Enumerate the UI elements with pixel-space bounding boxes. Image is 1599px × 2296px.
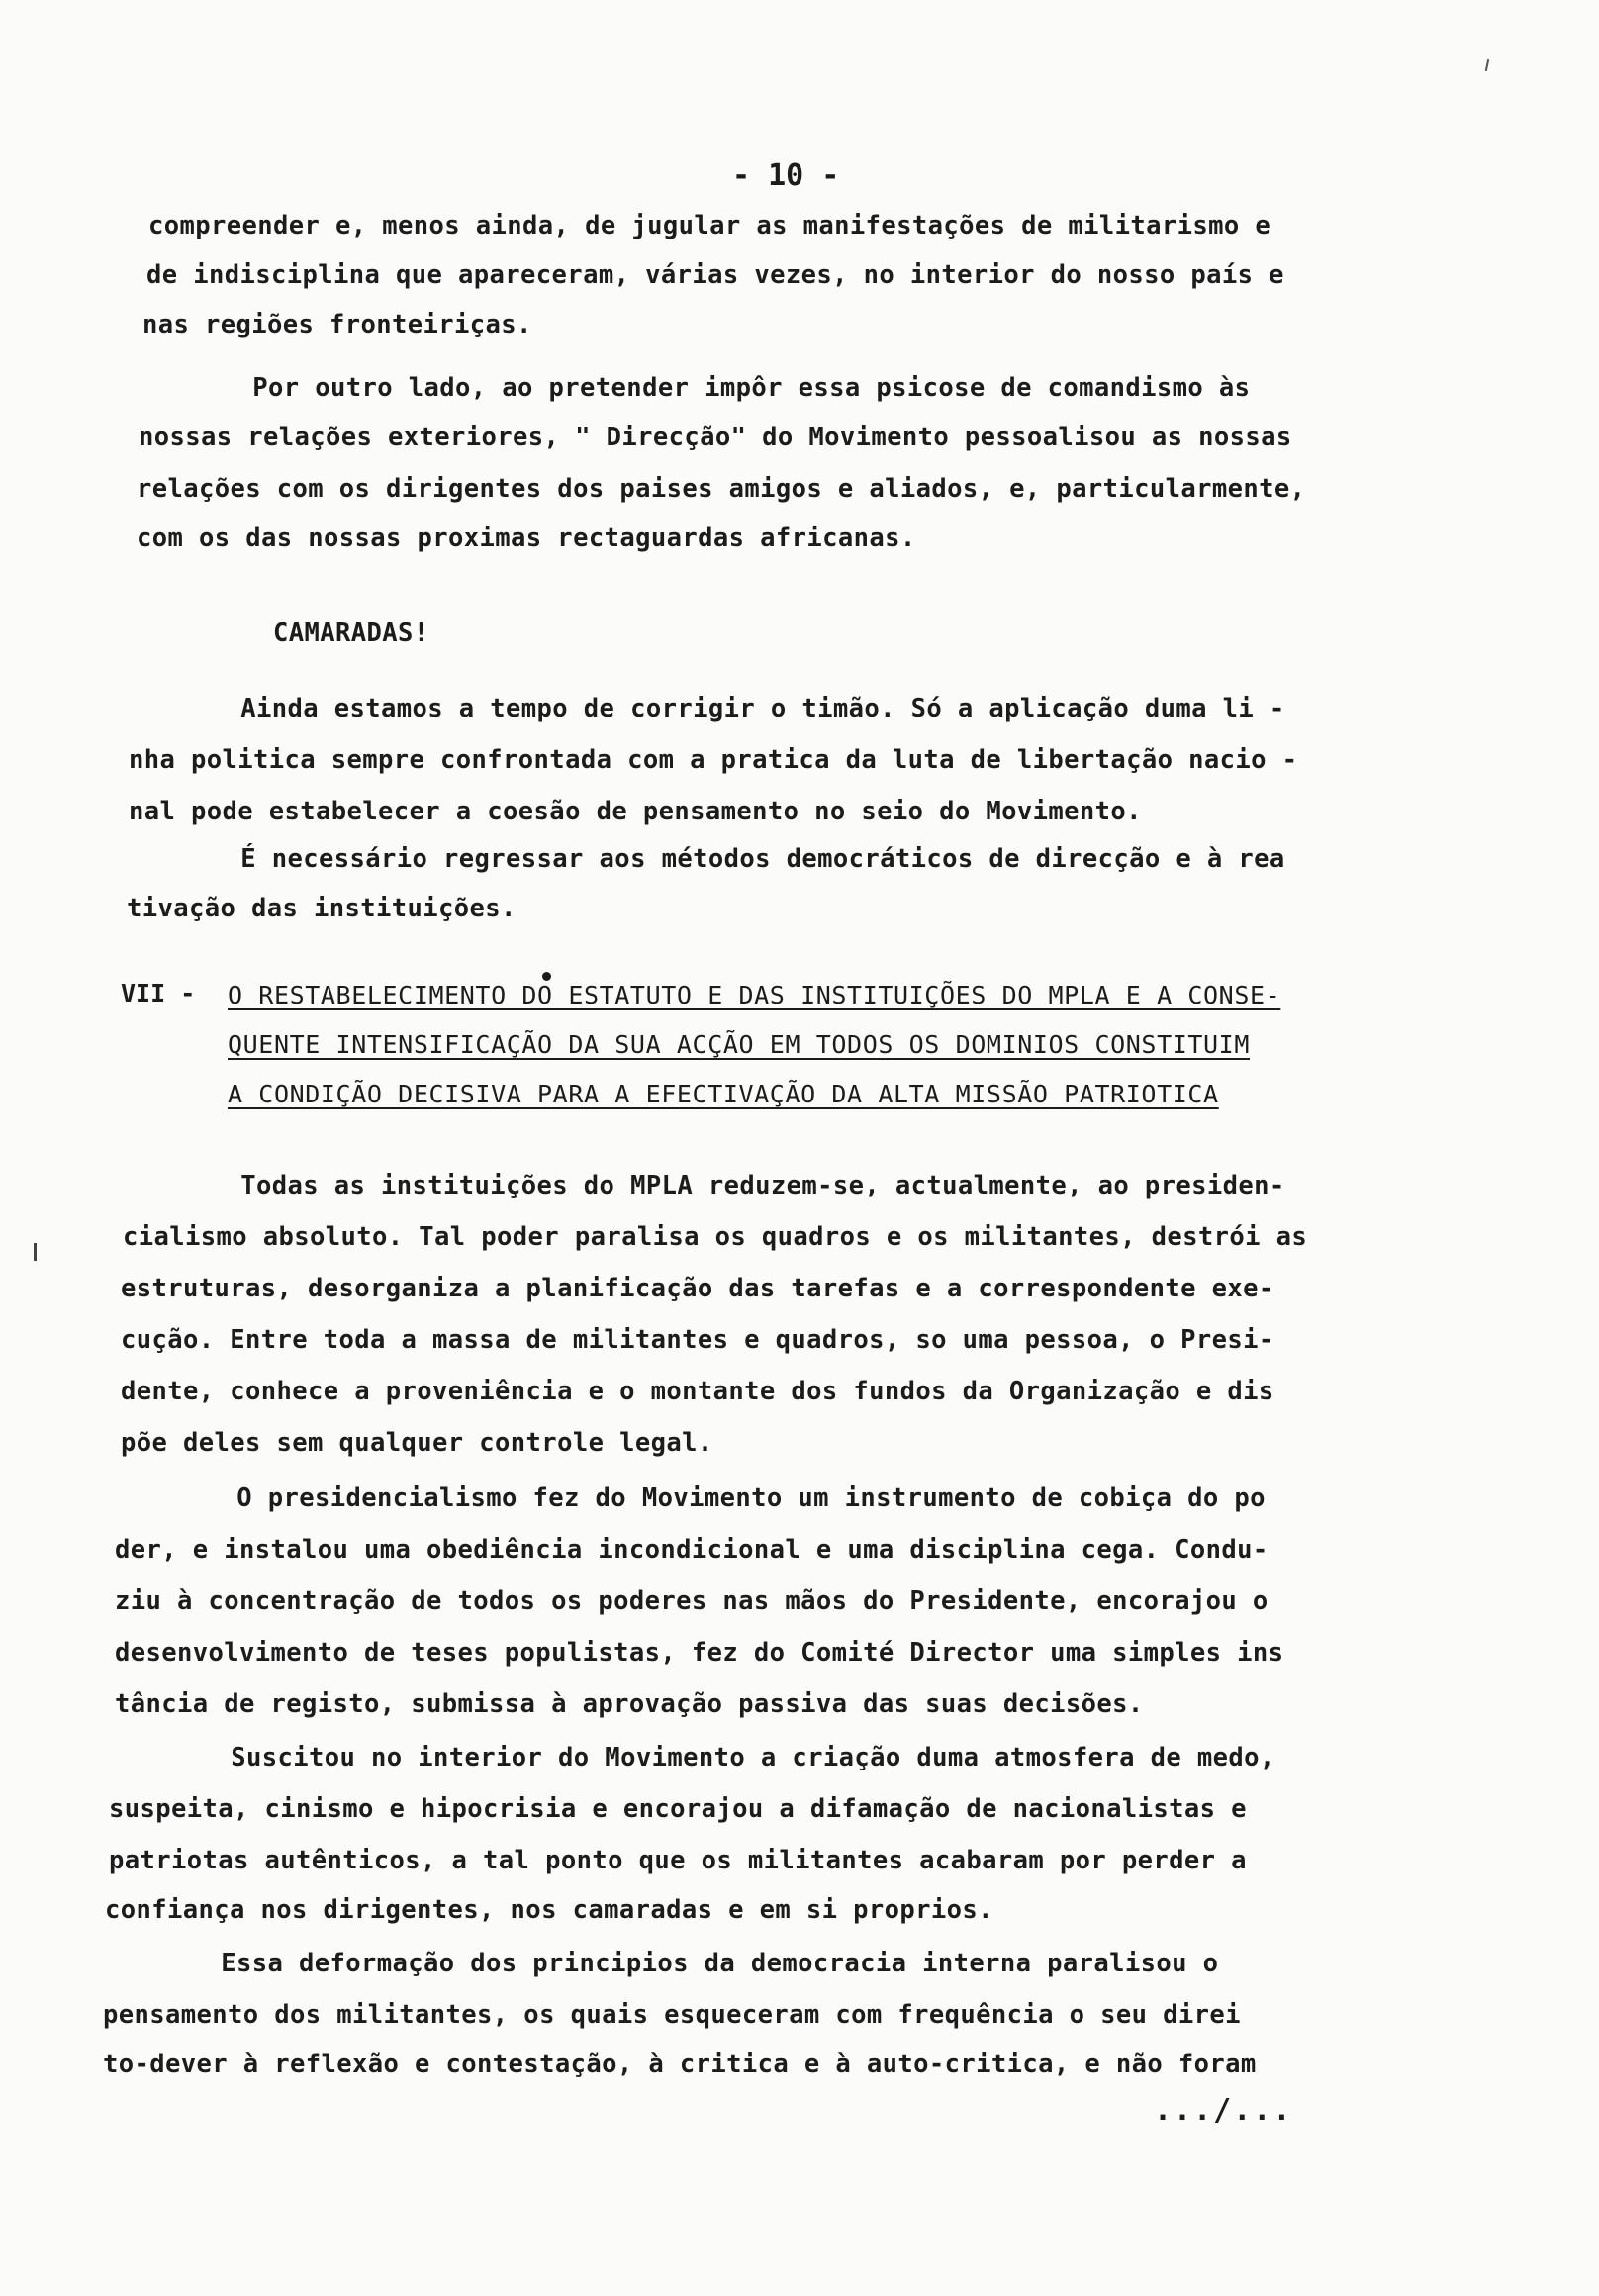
- text-line: Ainda estamos a tempo de corrigir o timão. Só a aplicação duma li -: [194, 694, 1285, 723]
- text-line: tância de registo, submissa à aprovação passiva das suas decisões.: [115, 1689, 1144, 1719]
- margin-mark: [34, 1243, 37, 1261]
- text-line: patriotas autênticos, a tal ponto que os militantes acabaram por perder a: [109, 1846, 1247, 1875]
- page-number: - 10 -: [732, 158, 840, 193]
- text-line: tivação das instituições.: [127, 894, 517, 923]
- text-line: nha politica sempre confrontada com a pratica da luta de libertação nacio -: [129, 745, 1298, 775]
- text-line: cução. Entre toda a massa de militantes e quadros, so uma pessoa, o Presi-: [121, 1325, 1274, 1355]
- text-line: nossas relações exteriores, " Direcção" do Movimento pessoalisou as nossas: [139, 423, 1292, 452]
- section-heading-line: O RESTABELECIMENTO DO ESTATUTO E DAS INSTITUIÇÕES DO MPLA E A CONSE-: [228, 981, 1281, 1009]
- stray-mark: [1485, 59, 1489, 71]
- text-line: ziu à concentração de todos os poderes nas mãos do Presidente, encorajou o: [115, 1586, 1269, 1616]
- text-line: confiança nos dirigentes, nos camaradas e em si proprios.: [105, 1895, 993, 1925]
- text-line: Essa deformação dos principios da democracia interna paralisou o: [174, 1949, 1219, 1978]
- section-heading-line: QUENTE INTENSIFICAÇÃO DA SUA ACÇÃO EM TODOS OS DOMINIOS CONSTITUIM: [228, 1030, 1250, 1059]
- text-line: relações com os dirigentes dos paises amigos e aliados, e, particularmente,: [137, 474, 1306, 504]
- continuation-marker: .../...: [1154, 2093, 1293, 2128]
- text-line: cialismo absoluto. Tal poder paralisa os quadros e os militantes, destrói as: [123, 1222, 1308, 1252]
- section-heading-line: A CONDIÇÃO DECISIVA PARA A EFECTIVAÇÃO DA ALTA MISSÃO PATRIOTICA: [228, 1080, 1219, 1108]
- text-line: to-dever à reflexão e contestação, à critica e à auto-critica, e não foram: [103, 2050, 1257, 2079]
- section-number: VII -: [121, 979, 196, 1007]
- text-line: Por outro lado, ao pretender impôr essa psicose de comandismo às: [206, 373, 1251, 403]
- text-line: nas regiões fronteiriças.: [142, 310, 532, 339]
- text-line: suspeita, cinismo e hipocrisia e encorajou a difamação de nacionalistas e: [109, 1794, 1247, 1824]
- text-line: estruturas, desorganiza a planificação das tarefas e a correspondente exe-: [121, 1274, 1274, 1303]
- text-line: põe deles sem qualquer controle legal.: [121, 1428, 713, 1458]
- text-line: de indisciplina que apareceram, várias vezes, no interior do nosso país e: [146, 260, 1284, 290]
- text-line: O presidencialismo fez do Movimento um instrumento de cobiça do po: [190, 1483, 1266, 1513]
- text-line: nal pode estabelecer a coesão de pensamento no seio do Movimento.: [129, 797, 1142, 826]
- text-line: pensamento dos militantes, os quais esqueceram com frequência o seu direi: [103, 2000, 1241, 2030]
- text-line: Todas as instituições do MPLA reduzem-se, actualmente, ao presiden-: [194, 1171, 1285, 1200]
- text-line: É necessário regressar aos métodos democráticos de direcção e à rea: [194, 844, 1285, 874]
- text-line: compreender e, menos ainda, de jugular as manifestações de militarismo e: [148, 211, 1271, 240]
- text-line: dente, conhece a proveniência e o montante dos fundos da Organização e dis: [121, 1377, 1274, 1406]
- text-line: Suscitou no interior do Movimento a criação duma atmosfera de medo,: [184, 1743, 1275, 1772]
- salutation: CAMARADAS!: [273, 619, 429, 648]
- text-line: desenvolvimento de teses populistas, fez do Comité Director uma simples ins: [115, 1638, 1284, 1668]
- text-line: com os das nossas proximas rectaguardas africanas.: [137, 524, 916, 553]
- text-line: der, e instalou uma obediência incondicional e uma disciplina cega. Condu-: [115, 1535, 1269, 1565]
